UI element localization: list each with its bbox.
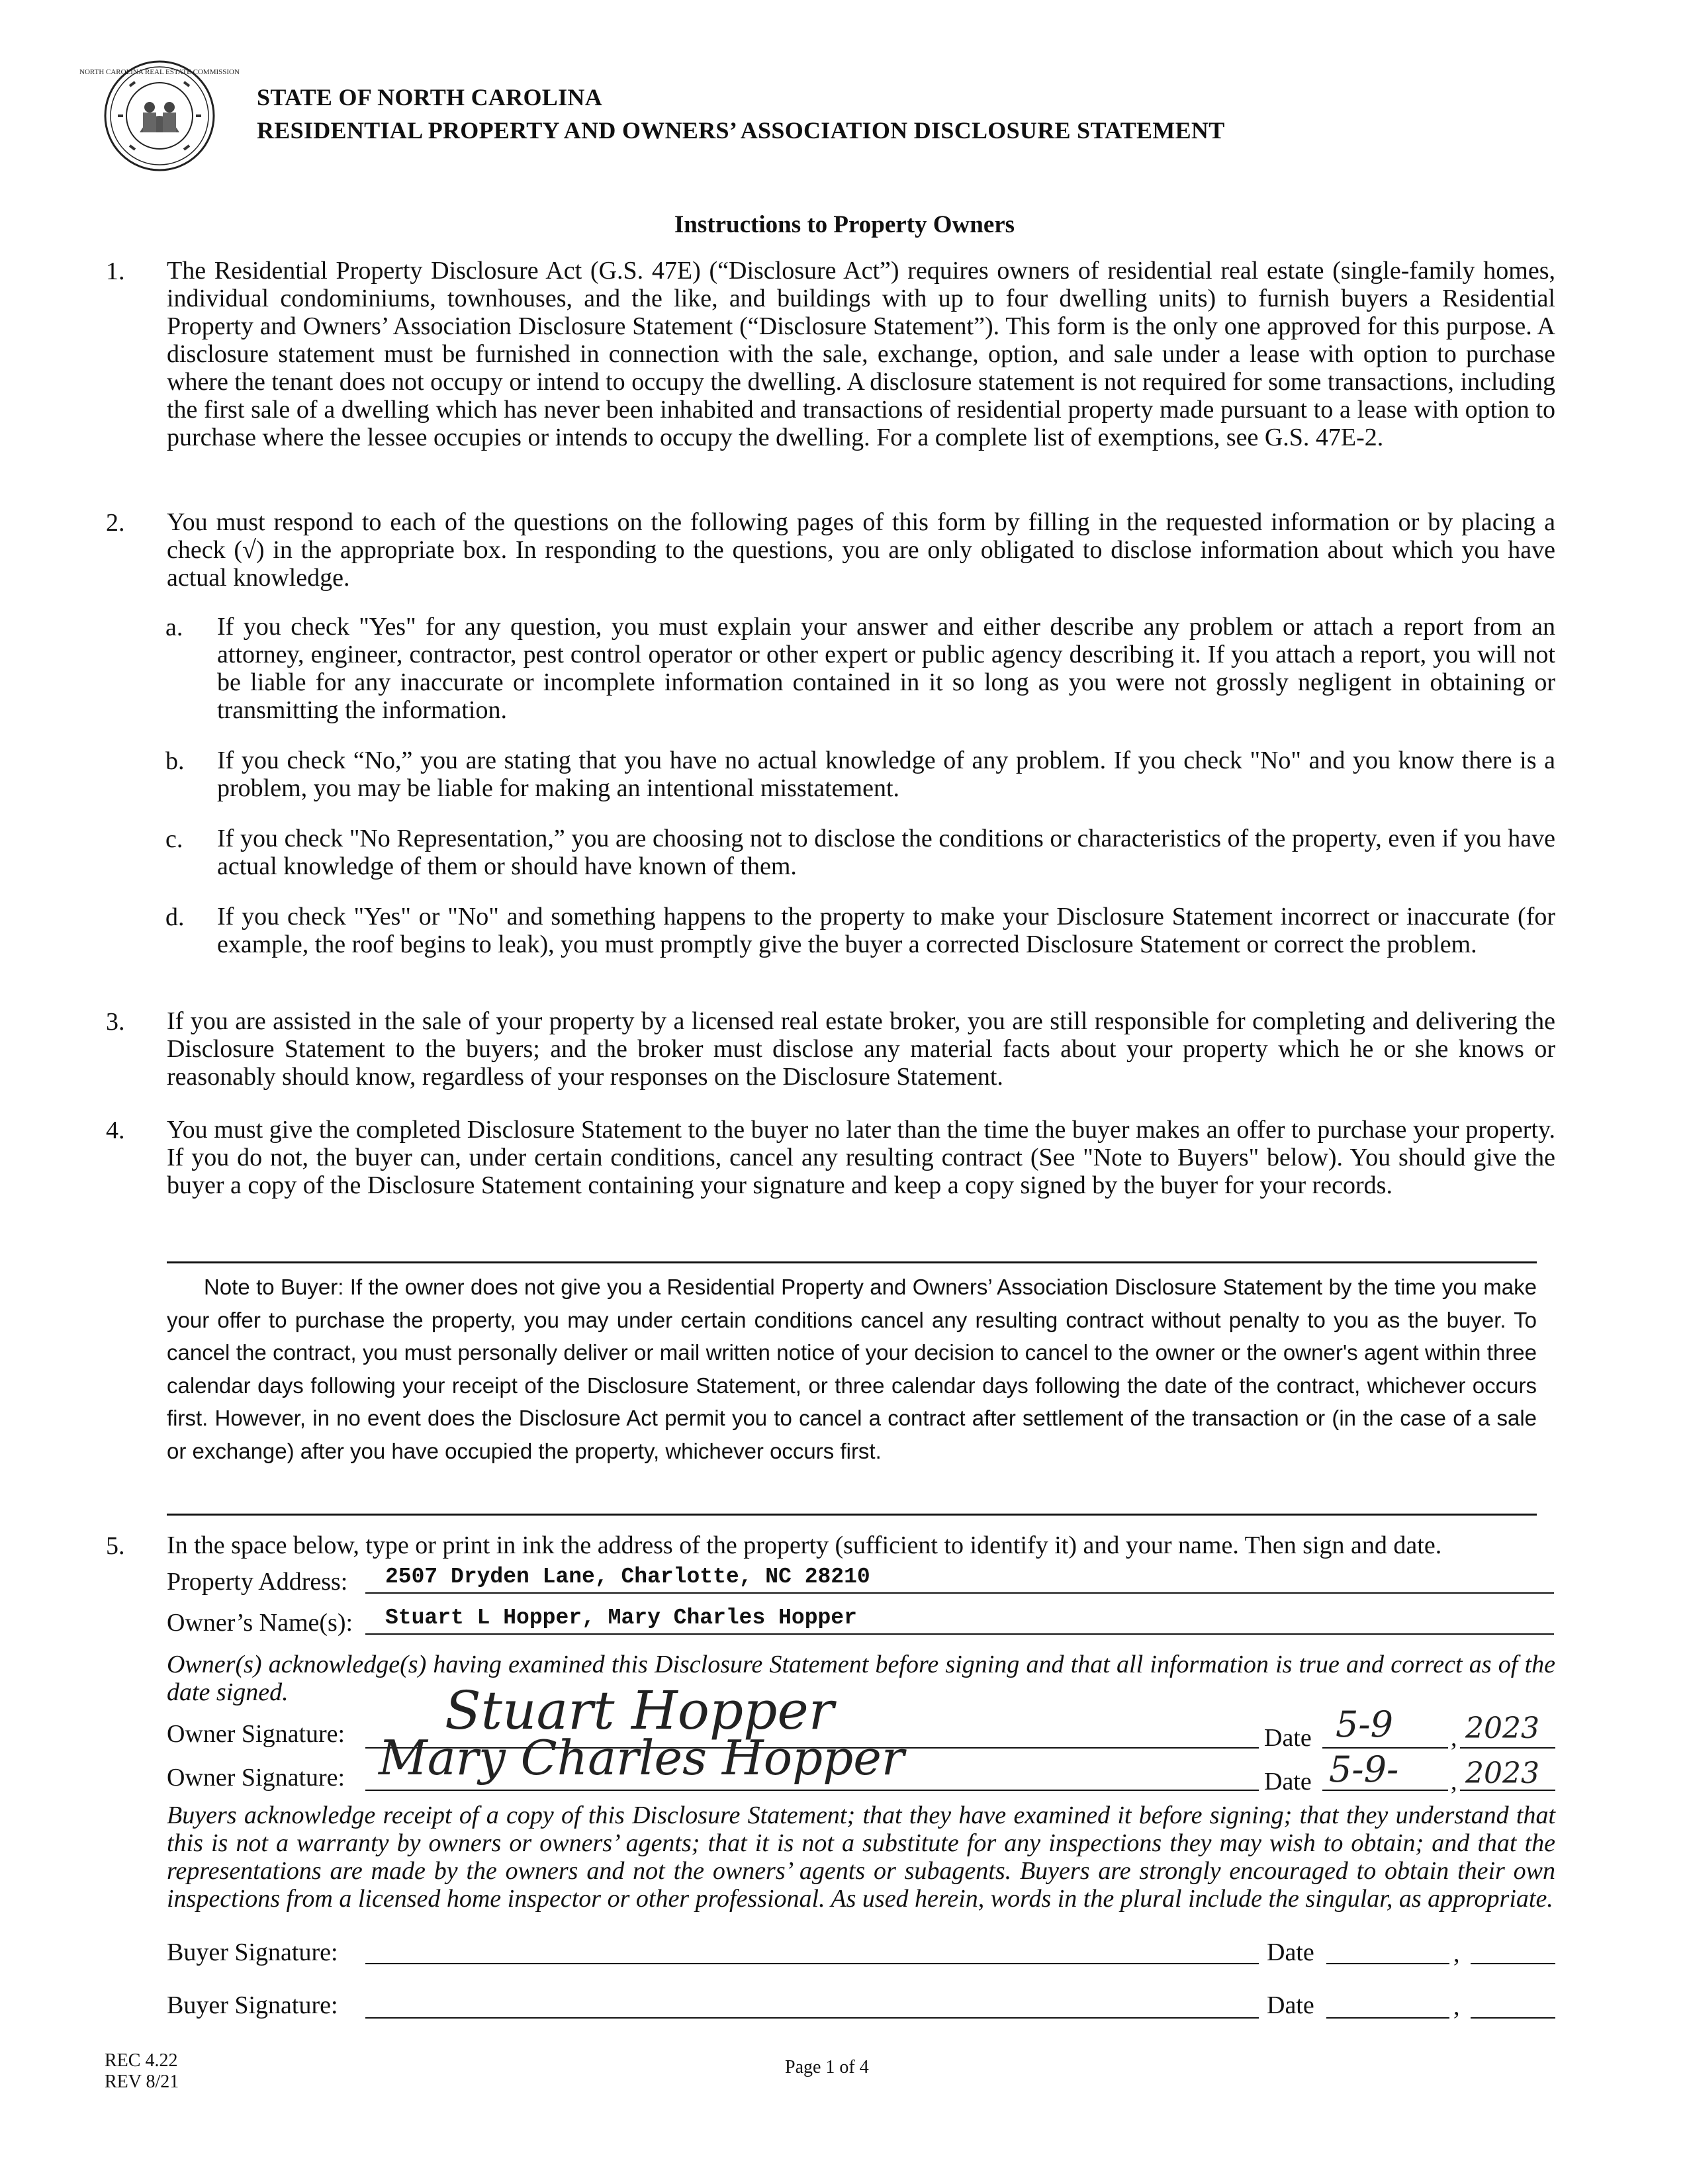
owners-name-value: Stuart L Hopper, Mary Charles Hopper bbox=[385, 1606, 857, 1630]
owner-date-field-2[interactable] bbox=[1322, 1749, 1448, 1791]
item-number: 1. bbox=[106, 257, 125, 285]
property-address-field[interactable] bbox=[365, 1563, 1554, 1594]
buyer-signature-field-2[interactable] bbox=[365, 1995, 1259, 2019]
subitem-letter: b. bbox=[165, 747, 185, 775]
owner-year-field-2[interactable] bbox=[1460, 1756, 1555, 1791]
instruction-paragraph-4: You must give the completed Disclosure Statement to the buyer no later than the time the buyer makes an offer to purchase your property. If you do not, the buyer can, under certain conditions, cancel any resulting contract (See "Note to Buyers" below). You should give the buyer a copy of the Disclosure Statement containing your signature and keep a copy signed by the buyer for your records. bbox=[167, 1116, 1555, 1199]
instruction-paragraph-2: You must respond to each of the questions on the following pages of this form by filling in the requested information or by placing a check (√) in the appropriate box. In responding to the questions, you are only obligated to disclose information about which you have actual knowledge. bbox=[167, 508, 1555, 592]
owner-signature-label: Owner Signature: bbox=[167, 1720, 345, 1748]
comma: , bbox=[1451, 1768, 1457, 1796]
subitem-letter: a. bbox=[165, 614, 183, 641]
comma: , bbox=[1451, 1724, 1457, 1752]
comma: , bbox=[1453, 1940, 1460, 1968]
subitem-d: If you check "Yes" or "No" and something happens to the property to make your Disclosure Statement incorrect or inaccurate (for example, the roof begins to leak), you must promptly give the buyer a corrected Disclosure Statement or correct the problem. bbox=[217, 903, 1555, 958]
owner-acknowledgement: Owner(s) acknowledge(s) having examined this Disclosure Statement before signing and that all information is true and correct as of the date signed. bbox=[167, 1651, 1555, 1706]
instruction-paragraph-3: If you are assisted in the sale of your property by a licensed real estate broker, you are still responsible for completing and delivering the Disclosure Statement to the buyers; and the broker must disclose any material facts about your property which he or she knows or reasonably should know, regardless of your responses on the Disclosure Statement. bbox=[167, 1007, 1555, 1091]
owner-year-1: 2023 bbox=[1465, 1711, 1539, 1745]
item-number: 5. bbox=[106, 1532, 125, 1560]
item-number: 4. bbox=[106, 1116, 125, 1144]
owners-name-label: Owner’s Name(s): bbox=[167, 1609, 353, 1637]
seal-text: NORTH CAROLINA REAL ESTATE COMMISSION bbox=[79, 68, 240, 76]
owner-signature-1: Stuart Hopper bbox=[445, 1680, 834, 1741]
date-label: Date bbox=[1267, 1938, 1314, 1966]
property-address-label: Property Address: bbox=[167, 1568, 348, 1596]
owner-signature-label: Owner Signature: bbox=[167, 1764, 345, 1792]
buyer-acknowledgement: Buyers acknowledge receipt of a copy of this Disclosure Statement; that they have examined it before signing; that they understand that this is not a warranty by owners or owners’ agents; that it is not a substitute for any inspections they may wish to obtain; and that the representations are made by the owners and not the owners’ agents or subagents. Buyers are strongly encouraged to obtain their own inspections from a licensed home inspector or other professional. As used herein, words in the plural include the singular, as appropriate. bbox=[167, 1801, 1555, 1913]
instructions-title: Instructions to Property Owners bbox=[674, 211, 1015, 238]
page-number: Page 1 of 4 bbox=[785, 2057, 869, 2077]
buyer-date-field-2[interactable] bbox=[1326, 1995, 1449, 2019]
owner-year-2: 2023 bbox=[1465, 1756, 1539, 1790]
subitem-c: If you check "No Representation,” you are choosing not to disclose the conditions or characteristics of the property, even if you have actual knowledge of them or should have known of them. bbox=[217, 825, 1555, 880]
buyer-signature-label: Buyer Signature: bbox=[167, 1938, 338, 1966]
item-number: 3. bbox=[106, 1008, 125, 1036]
instruction-paragraph-1: The Residential Property Disclosure Act (G.S. 47E) (“Disclosure Act”) requires owners of residential real estate (single-family homes, individual condominiums, townhouses, and the like, and buildings with up to four dwelling units) to furnish buyers a Residential Property and Owners’ Association Disclosure Statement (“Disclosure Statement”). This form is the only one approved for this purpose. A disclosure statement must be furnished in connection with the sale, exchange, option, and sale under a lease with option to purchase where the tenant does not occupy or intend to occupy the dwelling. A disclosure statement is not required for some transactions, including the first sale of a dwelling which has never been inhabited and transactions of residential property made pursuant to a lease with option to purchase where the lessee occupies or intends to occupy the dwelling. For a complete list of exemptions, see G.S. 47E-2. bbox=[167, 257, 1555, 451]
owner-date-field-1[interactable] bbox=[1322, 1704, 1448, 1749]
subitem-a: If you check "Yes" for any question, you must explain your answer and either describe any problem or attach a report from an attorney, engineer, contractor, pest control operator or other expert or public agency describing it. If you attach a report, you will not be liable for any inaccurate or incomplete information contained in it so long as you were not grossly negligent in obtaining or transmitting the information. bbox=[217, 613, 1555, 724]
owner-date-1: 5-9 bbox=[1336, 1704, 1393, 1745]
subitem-b: If you check “No,” you are stating that you have no actual knowledge of any problem. If you check "No" and you know there is a problem, you may be liable for making an intentional misstatement. bbox=[217, 747, 1555, 802]
form-revision: REV 8/21 bbox=[105, 2071, 179, 2092]
buyer-year-field-1[interactable] bbox=[1471, 1940, 1555, 1964]
buyer-signature-field-1[interactable] bbox=[365, 1940, 1259, 1964]
item-number: 2. bbox=[106, 509, 125, 537]
subitem-letter: d. bbox=[165, 903, 185, 931]
owner-year-field-1[interactable] bbox=[1460, 1711, 1555, 1749]
property-address-value: 2507 Dryden Lane, Charlotte, NC 28210 bbox=[385, 1565, 870, 1589]
owners-name-field[interactable] bbox=[365, 1604, 1554, 1635]
section5-intro: In the space below, type or print in ink the address of the property (sufficient to identify it) and your name. Then sign and date. bbox=[167, 1531, 1442, 1559]
form-code: REC 4.22 bbox=[105, 2050, 178, 2071]
owner-signature-field-2[interactable] bbox=[365, 1730, 1259, 1791]
state-heading: STATE OF NORTH CAROLINA bbox=[257, 84, 603, 111]
date-label: Date bbox=[1264, 1724, 1312, 1752]
owner-date-2: 5-9- bbox=[1329, 1749, 1399, 1790]
comma: , bbox=[1453, 1993, 1460, 2021]
buyer-signature-label: Buyer Signature: bbox=[167, 1991, 338, 2019]
owner-signature-2: Mary Charles Hopper bbox=[379, 1730, 905, 1786]
buyer-date-field-1[interactable] bbox=[1326, 1940, 1449, 1964]
buyer-year-field-2[interactable] bbox=[1471, 1995, 1555, 2019]
nc-real-estate-commission-seal bbox=[79, 60, 240, 172]
date-label: Date bbox=[1264, 1768, 1312, 1796]
form-title: RESIDENTIAL PROPERTY AND OWNERS’ ASSOCIATION DISCLOSURE STATEMENT bbox=[257, 117, 1225, 144]
subitem-letter: c. bbox=[165, 825, 183, 853]
date-label: Date bbox=[1267, 1991, 1314, 2019]
note-to-buyer: Note to Buyer: If the owner does not give you a Residential Property and Owners’ Association Disclosure Statement by the time you make your offer to purchase the property, you may under certain conditions cancel any resulting contract without penalty to you as the buyer. To cancel the contract, you must personally deliver or mail written notice of your decision to cancel to the owner or the owner's agent within three calendar days following your receipt of the Disclosure Statement, or three calendar days following the date of the contract, whichever occurs first. However, in no event does the Disclosure Act permit you to cancel a contract after settlement of the transaction or (in the case of a sale or exchange) after you have occupied the property, whichever occurs first. bbox=[167, 1275, 1537, 1463]
